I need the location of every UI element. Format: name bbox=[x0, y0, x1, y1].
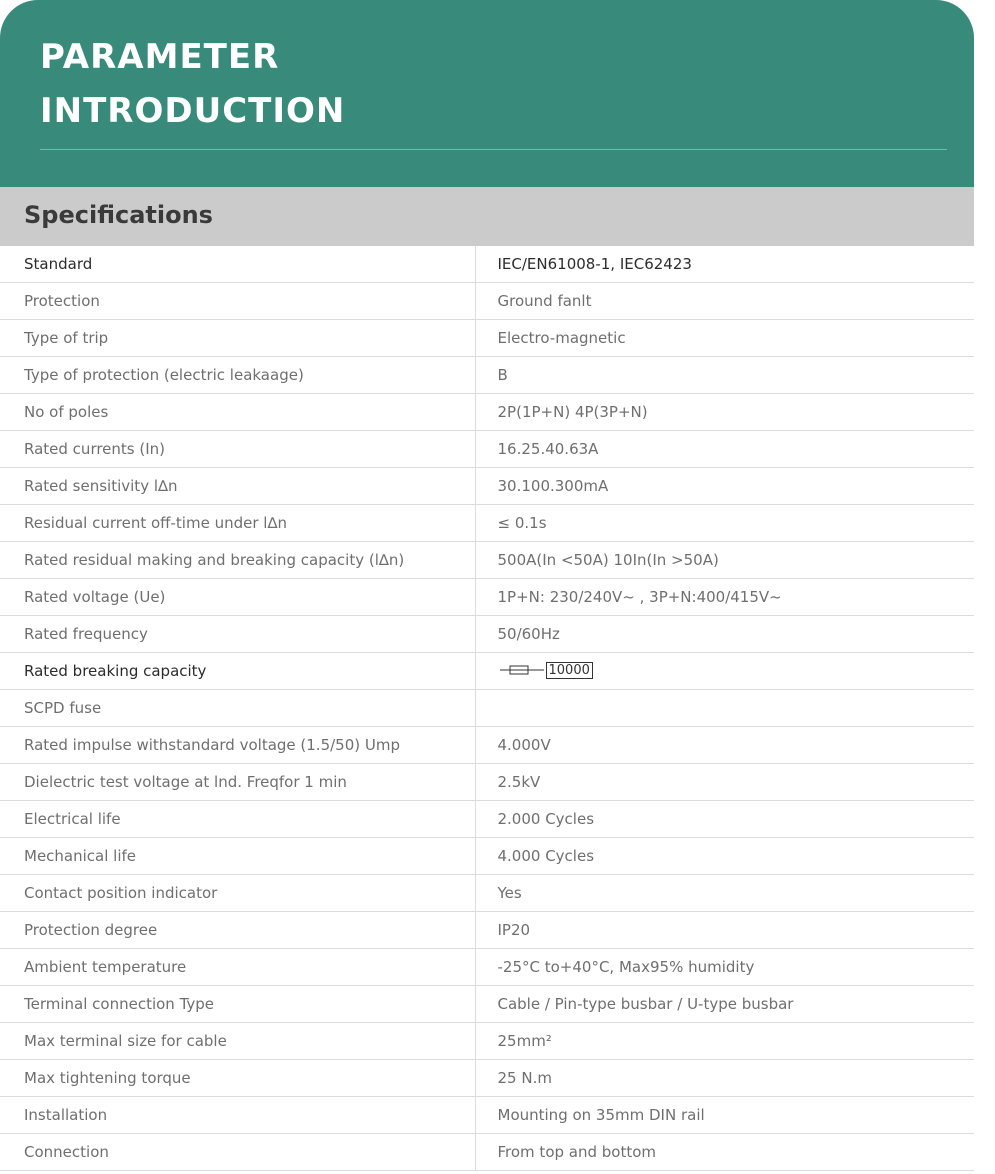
specifications-heading-bar bbox=[0, 187, 974, 246]
page-title bbox=[40, 30, 345, 138]
row-value bbox=[475, 653, 974, 690]
row-value: IEC/EN61008-1, IEC62423 bbox=[475, 246, 974, 283]
row-value: Electro-magnetic bbox=[475, 320, 974, 357]
table-row bbox=[0, 1097, 974, 1134]
table-row bbox=[0, 838, 974, 875]
table-row bbox=[0, 690, 974, 727]
fuse-rating bbox=[498, 662, 593, 679]
table-row bbox=[0, 616, 974, 653]
table-row bbox=[0, 1023, 974, 1060]
title-line-1: PARAMETER bbox=[40, 37, 280, 77]
fuse-symbol-icon bbox=[498, 664, 546, 676]
row-label: Rated voltage (Ue) bbox=[0, 579, 475, 616]
row-value: 2.000 Cycles bbox=[475, 801, 974, 838]
row-value: 30.100.300mA bbox=[475, 468, 974, 505]
row-label: Dielectric test voltage at lnd. Freqfor 1 min bbox=[0, 764, 475, 801]
table-row bbox=[0, 431, 974, 468]
title-line-2: INTRODUCTION bbox=[40, 91, 346, 131]
row-label: Rated currents (In) bbox=[0, 431, 475, 468]
row-value: Ground fanlt bbox=[475, 283, 974, 320]
row-label: Max terminal size for cable bbox=[0, 1023, 475, 1060]
row-label: Max tightening torque bbox=[0, 1060, 475, 1097]
page-header bbox=[0, 0, 974, 187]
row-label: Ambient temperature bbox=[0, 949, 475, 986]
table-row bbox=[0, 727, 974, 764]
row-value: 4.000V bbox=[475, 727, 974, 764]
row-value bbox=[475, 690, 974, 727]
table-row bbox=[0, 949, 974, 986]
row-value: 1P+N: 230/240V~ , 3P+N:400/415V~ bbox=[475, 579, 974, 616]
table-row bbox=[0, 579, 974, 616]
row-label: Standard bbox=[0, 246, 475, 283]
row-value: ≤ 0.1s bbox=[475, 505, 974, 542]
row-label: Rated sensitivity l∆n bbox=[0, 468, 475, 505]
row-value: Cable / Pin-type busbar / U-type busbar bbox=[475, 986, 974, 1023]
table-row bbox=[0, 468, 974, 505]
row-value: B bbox=[475, 357, 974, 394]
row-value: From top and bottom bbox=[475, 1134, 974, 1171]
table-row bbox=[0, 875, 974, 912]
table-row bbox=[0, 320, 974, 357]
table-row bbox=[0, 357, 974, 394]
fuse-rating-value: 10000 bbox=[546, 662, 593, 679]
row-label: Type of trip bbox=[0, 320, 475, 357]
row-value: IP20 bbox=[475, 912, 974, 949]
row-label: SCPD fuse bbox=[0, 690, 475, 727]
specifications-table bbox=[0, 246, 974, 1171]
row-label: Type of protection (electric leakaage) bbox=[0, 357, 475, 394]
row-value: 25mm² bbox=[475, 1023, 974, 1060]
specifications-heading: Specifications bbox=[24, 201, 213, 229]
table-row bbox=[0, 653, 974, 690]
table-row bbox=[0, 246, 974, 283]
row-value: Mounting on 35mm DIN rail bbox=[475, 1097, 974, 1134]
row-value: 2P(1P+N) 4P(3P+N) bbox=[475, 394, 974, 431]
row-label: Mechanical life bbox=[0, 838, 475, 875]
row-value: 50/60Hz bbox=[475, 616, 974, 653]
row-label: Terminal connection Type bbox=[0, 986, 475, 1023]
row-label: Protection bbox=[0, 283, 475, 320]
table-row bbox=[0, 1134, 974, 1171]
row-value: 16.25.40.63A bbox=[475, 431, 974, 468]
row-value: -25°C to+40°C, Max95% humidity bbox=[475, 949, 974, 986]
table-row bbox=[0, 394, 974, 431]
table-row bbox=[0, 1060, 974, 1097]
row-label: Protection degree bbox=[0, 912, 475, 949]
row-label: Rated breaking capacity bbox=[0, 653, 475, 690]
table-row bbox=[0, 801, 974, 838]
table-row bbox=[0, 912, 974, 949]
row-label: Rated impulse withstandard voltage (1.5/50) Ump bbox=[0, 727, 475, 764]
row-label: Rated residual making and breaking capacity (l∆n) bbox=[0, 542, 475, 579]
row-value: 25 N.m bbox=[475, 1060, 974, 1097]
row-label: Rated frequency bbox=[0, 616, 475, 653]
row-value: 2.5kV bbox=[475, 764, 974, 801]
row-label: Contact position indicator bbox=[0, 875, 475, 912]
row-label: Connection bbox=[0, 1134, 475, 1171]
table-row bbox=[0, 764, 974, 801]
row-label: Electrical life bbox=[0, 801, 475, 838]
table-row bbox=[0, 986, 974, 1023]
title-divider bbox=[40, 149, 947, 150]
table-row bbox=[0, 505, 974, 542]
row-label: Installation bbox=[0, 1097, 475, 1134]
row-value: 500A(In <50A) 10In(In >50A) bbox=[475, 542, 974, 579]
table-row bbox=[0, 542, 974, 579]
table-row bbox=[0, 283, 974, 320]
row-value: Yes bbox=[475, 875, 974, 912]
row-value: 4.000 Cycles bbox=[475, 838, 974, 875]
row-label: Residual current off-time under l∆n bbox=[0, 505, 475, 542]
row-label: No of poles bbox=[0, 394, 475, 431]
